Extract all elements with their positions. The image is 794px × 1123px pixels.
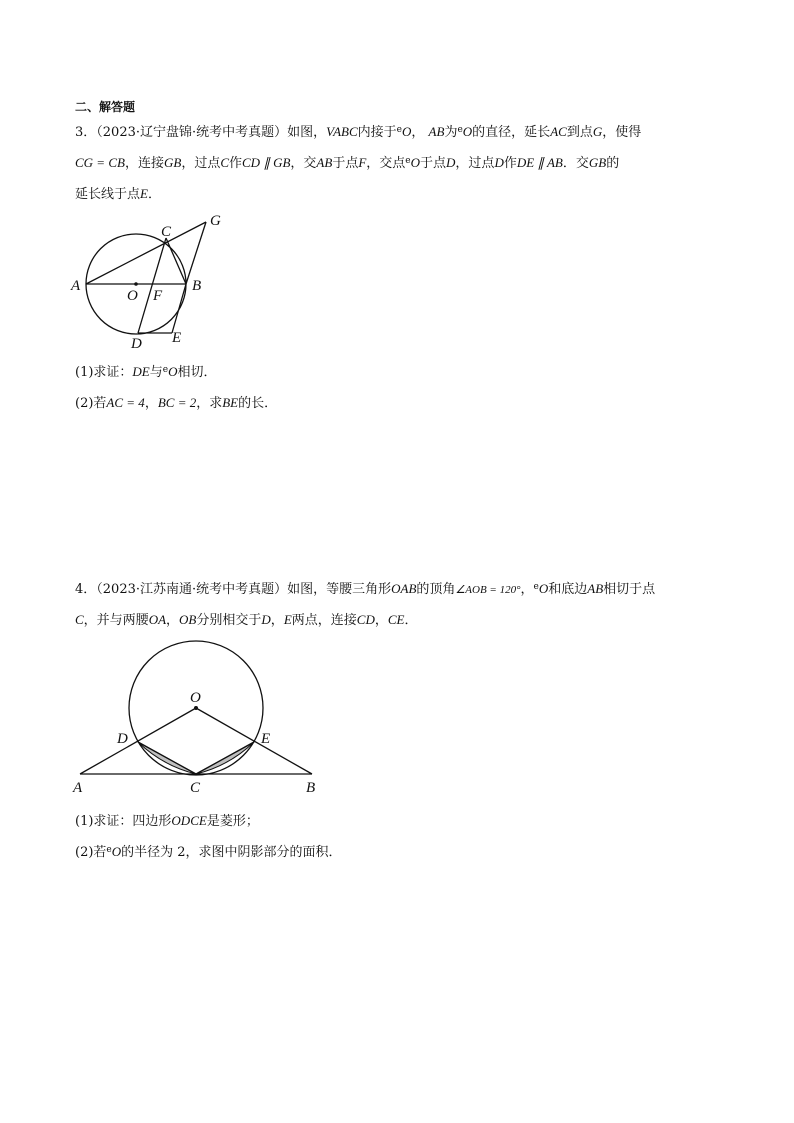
q4-label-A: A [73, 780, 83, 796]
q3-text: ，使得 [602, 125, 642, 140]
q3-cd-parallel-gb: CD ∥ GB [242, 155, 291, 170]
q3-text: ，交点 [366, 156, 406, 171]
q3-GB: GB [588, 155, 607, 170]
q3-E: E [140, 186, 148, 201]
q3-F: F [358, 155, 367, 170]
q4-OA: OA [148, 612, 167, 627]
section-heading: 二、解答题 [75, 100, 136, 114]
q3-line-AG [86, 222, 206, 284]
q3-text: ．交 [562, 156, 589, 171]
q4-text: 的顶角 [416, 582, 456, 597]
q4-text: ，并与两腰 [83, 613, 149, 628]
q4-source: 4．（2023·江苏南通·统考中考真题）如图，等腰三角形 [75, 582, 392, 597]
circle-symbol: e [457, 125, 463, 135]
q3-sub-2 [75, 394, 277, 413]
q3-text: 于点 [332, 156, 359, 171]
q4-center-dot [194, 706, 198, 710]
q4-C: C [75, 612, 84, 627]
q3-line-CD [138, 238, 166, 333]
q4-label-E: E [261, 731, 271, 747]
q4-D: D [261, 612, 271, 627]
q4-text: ， [270, 613, 284, 628]
q3-label-F: F [153, 288, 163, 304]
q3-text: 到点 [566, 125, 593, 140]
q3-D: D [446, 155, 456, 170]
q3-label-O: O [127, 288, 138, 304]
q3-text-line-2 [75, 154, 619, 174]
circle-symbol: e [106, 845, 112, 855]
q4-text: 两点，连接 [291, 613, 357, 628]
q3-text: ，交 [290, 156, 317, 171]
q3-O: O [168, 364, 178, 379]
q4-text: 是菱形； [206, 814, 259, 829]
q4-sub-2 [75, 843, 342, 863]
q4-CE: CE [387, 612, 405, 627]
q4-label-D: D [117, 731, 128, 747]
circle-symbol: e [396, 125, 402, 135]
circle-symbol: e [405, 156, 411, 166]
q3-text: 作 [503, 156, 517, 171]
q4-ODCE: ODCE [171, 813, 207, 828]
q3-label-B: B [192, 278, 202, 294]
q3-text: 于点 [420, 156, 447, 171]
q3-text: 的直径，延长 [472, 125, 551, 140]
q3-source: 3．（2023·辽宁盘锦·统考中考真题）如图， [75, 125, 327, 140]
q4-O: O [111, 844, 122, 859]
circle-symbol: e [162, 365, 169, 375]
q3-text: (2)若 [75, 396, 107, 411]
q3-text: ，过点 [455, 156, 495, 171]
q3-text-line-3 [75, 185, 161, 204]
q3-text-line-1 [75, 123, 641, 143]
q4-text: ， [166, 613, 180, 628]
q4-CD: CD [356, 612, 375, 627]
q4-label-O: O [190, 690, 201, 706]
q4-text: (1)求证：四边形 [75, 814, 172, 829]
q3-O: O [462, 124, 473, 139]
q4-text: 分别相交于 [196, 613, 262, 628]
q3-label-G: G [210, 213, 221, 229]
q3-O: O [402, 124, 412, 139]
q3-text: 作 [229, 156, 243, 171]
q3-text: 的长． [238, 396, 278, 411]
q3-text: ，连接 [124, 156, 164, 171]
q3-text: 的 [606, 156, 620, 171]
q4-label-C: C [190, 780, 201, 796]
q3-text: ， [144, 396, 158, 411]
q3-text: 内接于 [357, 125, 397, 140]
q3-text: ，求 [196, 396, 223, 411]
q3-label-A: A [71, 278, 81, 294]
q3-label-D: D [131, 336, 142, 352]
q4-figure [70, 630, 330, 800]
q3-DE: DE [132, 364, 150, 379]
q3-text: 为 [444, 125, 458, 140]
q4-text: (2)若 [75, 845, 107, 860]
q3-BE: BE [222, 395, 239, 410]
q3-G: G [592, 124, 603, 139]
q4-text: ， [374, 613, 388, 628]
q4-AB: AB [587, 581, 604, 596]
q4-sub-1 [75, 812, 259, 831]
q4-label-B: B [306, 780, 316, 796]
circle-symbol: e [533, 582, 539, 592]
q4-line-CD [138, 742, 196, 774]
q4-line-CE [196, 742, 254, 774]
q4-angle: ∠AOB = 120° [455, 584, 521, 596]
q3-AB: AB [428, 124, 445, 139]
q3-label-E: E [172, 330, 182, 346]
q4-E: E [283, 612, 292, 627]
q3-GB: GB [163, 155, 182, 170]
q3-eq-cg: CG = CB [75, 155, 125, 170]
q3-AB: AB [316, 155, 333, 170]
q4-O: O [538, 581, 549, 596]
q4-OB: OB [179, 612, 197, 627]
q3-O: O [410, 155, 421, 170]
q4-text-line-1 [75, 580, 655, 600]
q3-sub-1 [75, 363, 217, 383]
q3-text: ， [411, 125, 425, 140]
q3-C: C [220, 155, 229, 170]
q3-text: 与 [149, 365, 163, 380]
q4-text-line-2 [75, 611, 418, 630]
q4-text: 相切于点 [603, 582, 656, 597]
q3-line-CB [166, 238, 186, 284]
q3-center-dot [134, 282, 138, 286]
q3-text: ． [147, 187, 161, 202]
q4-text: ， [520, 582, 534, 597]
q3-label-C: C [161, 224, 172, 240]
q3-text: 延长线于点 [75, 187, 141, 202]
q3-D: D [494, 155, 504, 170]
q3-figure [65, 210, 245, 355]
q3-text: 相切． [177, 365, 217, 380]
q3-text: ，过点 [181, 156, 221, 171]
q3-de-parallel-ab: DE ∥ AB [516, 155, 563, 170]
q3-line-BE [172, 284, 186, 333]
q3-eq-ac: AC = 4 [106, 395, 145, 410]
q4-OAB: OAB [391, 581, 417, 596]
q3-triangle: VABC [326, 124, 358, 139]
q3-text: (1)求证： [75, 365, 133, 380]
q4-text: ． [404, 613, 418, 628]
q4-text: 的半径为 2，求图中阴影部分的面积． [121, 845, 342, 860]
q3-AC: AC [550, 124, 567, 139]
q3-eq-bc: BC = 2 [157, 395, 197, 410]
q4-text: 和底边 [548, 582, 588, 597]
